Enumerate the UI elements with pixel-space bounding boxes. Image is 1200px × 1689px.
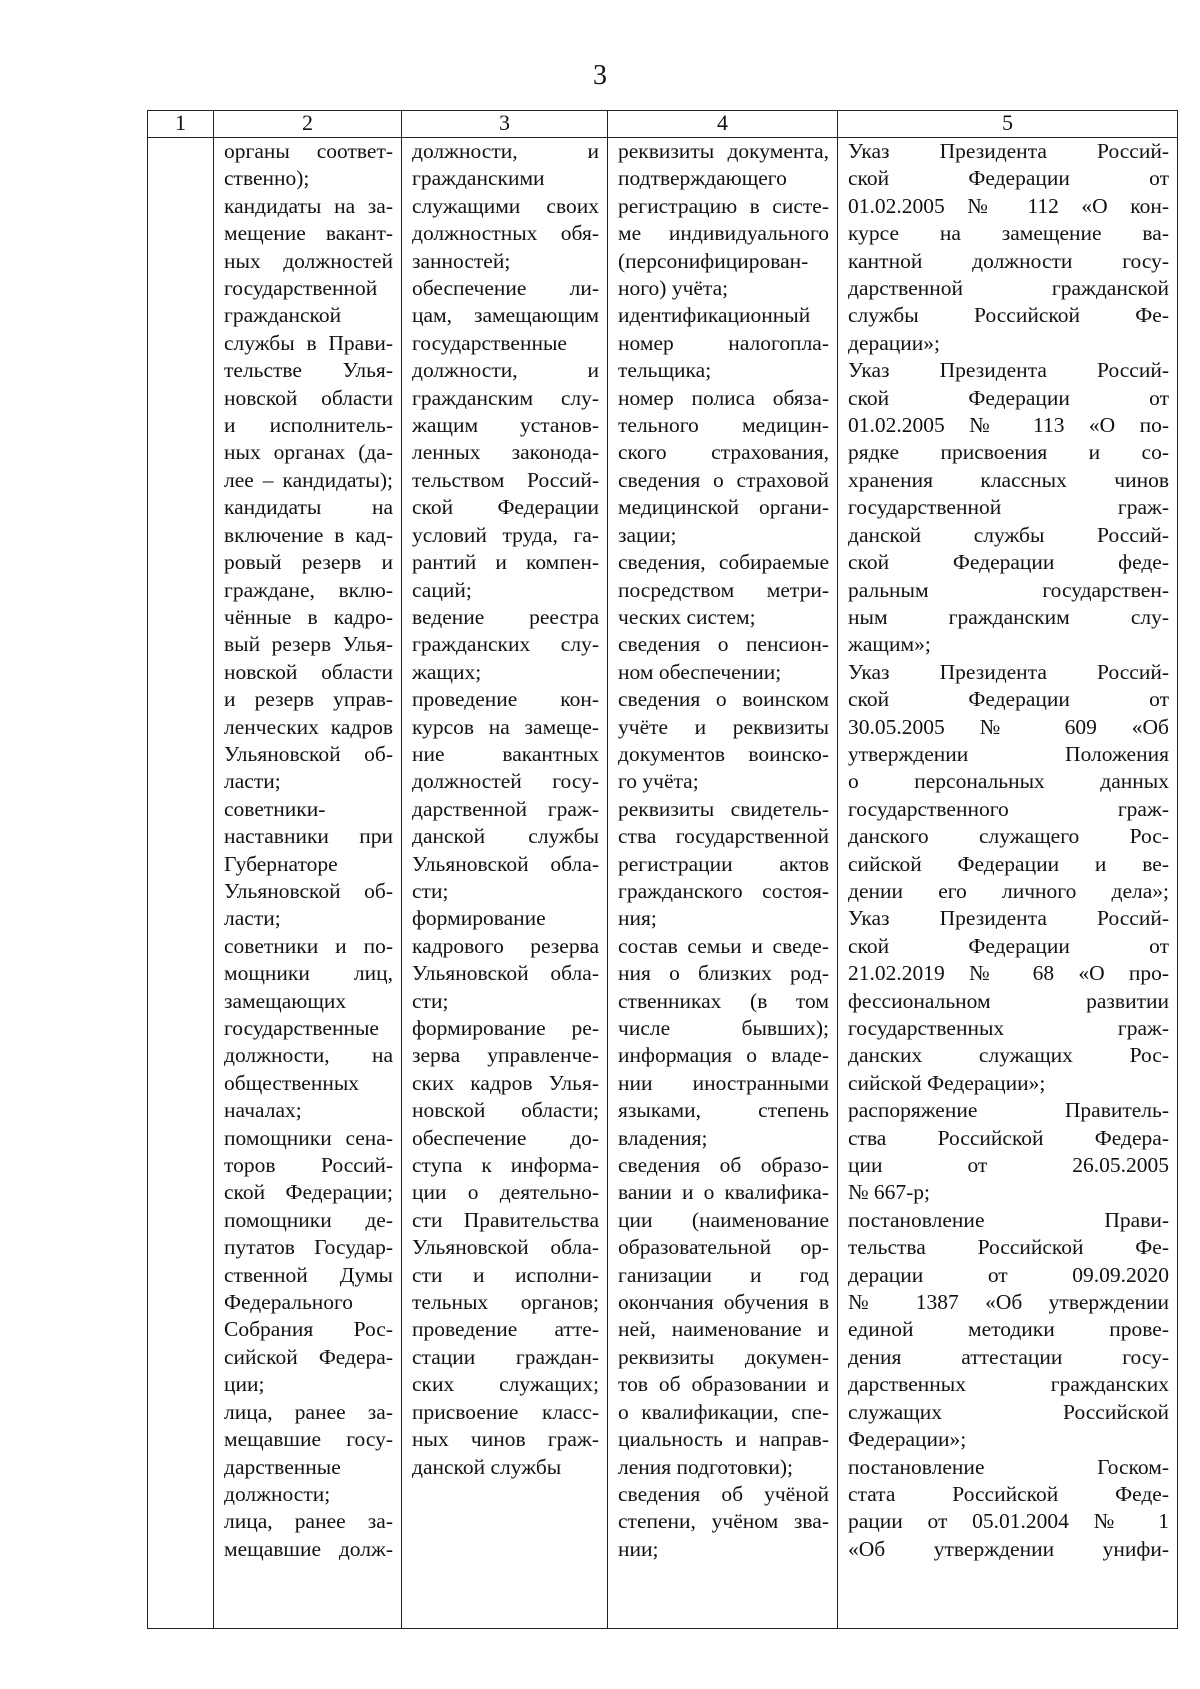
cell-categories — [214, 138, 402, 1629]
text-line: ской Федерации — [412, 495, 599, 520]
text-line: занностей; — [412, 248, 511, 273]
text-line: вании и о квалифика- — [618, 1180, 829, 1205]
text-line: 01.02.2005 № 112 «О кон- — [848, 193, 1169, 218]
text-line: ского страхования, — [618, 440, 829, 465]
text-line: числе бывших); — [618, 1016, 829, 1040]
text-line: ских служащих; — [412, 1372, 599, 1397]
text-line: включение в кад- — [224, 522, 393, 547]
text-line: помощники де- — [224, 1207, 393, 1232]
text-line: распоряжение Правитель- — [848, 1098, 1169, 1123]
text-line: «Об утверждении унифи- — [848, 1536, 1169, 1561]
text-line: стации граждан- — [412, 1344, 599, 1369]
text-line: ведение реестра — [412, 604, 599, 629]
text-line: ней, наименование и — [618, 1317, 829, 1342]
text-line: ных должностей — [224, 248, 393, 273]
text-line: ственно); — [224, 166, 310, 191]
text-line: ции от 26.05.2005 — [848, 1153, 1169, 1178]
text-line: ных органах (да- — [224, 440, 393, 465]
text-line: о персональных данных — [848, 769, 1169, 794]
header-col-4: 4 — [608, 111, 838, 138]
text-line: дарственные — [224, 1454, 341, 1479]
text-line: новской области — [224, 385, 393, 410]
header-col-1: 1 — [148, 111, 214, 138]
text-line: Ульяновской обла- — [412, 851, 599, 876]
text-line: государственные — [412, 330, 567, 355]
text-line: тельного медицин- — [618, 413, 829, 438]
text-line: кандидаты на — [224, 495, 393, 520]
text-line: Ульяновской обла- — [412, 1235, 599, 1260]
text-line: торов Россий- — [224, 1153, 393, 1178]
text-line: Указ Президента Россий- — [848, 358, 1169, 383]
text-line: ленных законода- — [412, 440, 599, 465]
text-line: государственного граж- — [848, 796, 1169, 821]
text-line: ской Федерации от — [848, 687, 1169, 712]
text-line: и резерв управ- — [224, 687, 393, 712]
text-line: службы в Прави- — [224, 330, 393, 355]
text-line: ства государственной — [618, 824, 829, 849]
text-line: сти и исполни- — [412, 1262, 599, 1287]
text-line: ственниках (в том — [618, 988, 829, 1013]
text-line: тельщика; — [618, 358, 712, 383]
text-line: номер полиса обяза- — [618, 385, 829, 410]
text-line: присвоение класс- — [412, 1399, 599, 1424]
text-line: помощники сена- — [224, 1125, 393, 1150]
text-line: дения аттестации госу- — [848, 1344, 1169, 1369]
text-line: утверждении Положения — [848, 741, 1169, 766]
text-line: посредством метри- — [618, 577, 829, 602]
text-line: ния о близких род- — [618, 961, 829, 986]
text-line: должностей госу- — [412, 769, 599, 794]
text-line: Губернаторе — [224, 851, 338, 876]
text-line: ленческих кадров — [224, 714, 393, 739]
text-line: идентификационный — [618, 303, 811, 328]
text-line: органы соответ- — [224, 139, 393, 163]
text-line: ласти; — [224, 906, 281, 931]
text-line: владения; — [618, 1125, 708, 1150]
text-line: Указ Президента Россий- — [848, 659, 1169, 684]
text-line: сийской Федера- — [224, 1344, 393, 1369]
text-line: государственной — [224, 276, 378, 301]
text-line: мещавшие долж- — [224, 1536, 393, 1561]
text-line: службы Российской Фе- — [848, 303, 1169, 328]
text-line: советники и по- — [224, 933, 393, 958]
text-line: дерации»; — [848, 330, 941, 355]
text-line: ного) учёта; — [618, 276, 729, 301]
text-line: обеспечение ли- — [412, 276, 599, 301]
text-line: тельства Российской Фе- — [848, 1235, 1169, 1260]
cell-purposes — [402, 138, 608, 1629]
text-line: номер налогопла- — [618, 330, 829, 355]
text-line: ской Федерации от — [848, 166, 1169, 191]
text-line: тельством Россий- — [412, 467, 599, 492]
text-line: степени, учёном зва- — [618, 1509, 829, 1534]
text-line: реквизиты докумен- — [618, 1344, 829, 1369]
text-line: государственной граж- — [848, 495, 1169, 520]
text-line: сийской Федерации»; — [848, 1070, 1046, 1095]
text-line: кандидаты на за- — [224, 193, 393, 218]
text-line: Собрания Рос- — [224, 1317, 393, 1342]
text-line: саций; — [412, 577, 472, 602]
text-line: ральным государствен- — [848, 577, 1169, 602]
text-line: состав семьи и сведе- — [618, 933, 829, 958]
cell-legal-basis — [838, 138, 1178, 1629]
text-line: условий труда, га- — [412, 522, 599, 547]
text-line: замещающих — [224, 988, 347, 1013]
text-line: новской области; — [412, 1098, 599, 1123]
text-line: ме индивидуального — [618, 221, 829, 246]
text-line: сведения, собираемые — [618, 550, 829, 575]
text-line: ской Федерации; — [224, 1180, 393, 1205]
text-line: граждане, вклю- — [224, 577, 393, 602]
text-line: учёте и реквизиты — [618, 714, 829, 739]
text-line: проведение атте- — [412, 1317, 599, 1342]
text-line: сийской Федерации и ве- — [848, 851, 1169, 876]
text-line: вый резерв Улья- — [224, 632, 393, 657]
text-line: лее – кандидаты); — [224, 467, 393, 492]
text-line: о квалификации, спе- — [618, 1399, 829, 1424]
text-line: единой методики прове- — [848, 1317, 1169, 1342]
text-line: зации; — [618, 522, 677, 547]
text-line: кантной должности госу- — [848, 248, 1169, 273]
text-line: тельных органов; — [412, 1290, 599, 1315]
page-number: 3 — [593, 60, 607, 91]
text-line: наставники при — [224, 824, 393, 849]
text-line: Федерального — [224, 1290, 354, 1315]
text-line: медицинской органи- — [618, 495, 829, 520]
text-line: должности; — [224, 1481, 331, 1506]
text-line: стата Российской Феде- — [848, 1481, 1169, 1506]
text-line: должности, на — [224, 1043, 393, 1068]
text-line: мещение вакант- — [224, 221, 393, 246]
text-line: ступа к информа- — [412, 1153, 599, 1178]
text-line: сведения об образо- — [618, 1153, 829, 1178]
text-line: постановление Госком- — [848, 1454, 1169, 1479]
text-line: ства Российской Федера- — [848, 1125, 1169, 1150]
text-line: путатов Государ- — [224, 1235, 393, 1260]
text-line: ных чинов граж- — [412, 1427, 599, 1452]
text-line: ным гражданским слу- — [848, 604, 1169, 629]
text-line: обеспечение до- — [412, 1125, 599, 1150]
text-line: информация о владе- — [618, 1043, 829, 1068]
text-line: нии; — [618, 1536, 659, 1561]
text-line: образовательной ор- — [618, 1235, 829, 1260]
text-line: курсов на замеще- — [412, 714, 599, 739]
text-line: Указ Президента Россий- — [848, 139, 1169, 163]
text-line: сти; — [412, 878, 449, 903]
text-line: 01.02.2005 № 113 «О по- — [848, 413, 1169, 438]
text-line: гражданской — [224, 303, 342, 328]
text-line: дарственной гражданской — [848, 276, 1169, 301]
text-line: дерации от 09.09.2020 — [848, 1262, 1169, 1287]
text-line: общественных — [224, 1070, 360, 1095]
text-line: сведения о страховой — [618, 467, 829, 492]
text-line: жащим установ- — [412, 413, 599, 438]
text-line: служащими своих — [412, 193, 599, 218]
text-line: ции (наименование — [618, 1207, 829, 1232]
text-line: ласти; — [224, 769, 281, 794]
text-line: постановление Прави- — [848, 1207, 1169, 1232]
text-line: началах; — [224, 1098, 302, 1123]
text-line: данской службы Россий- — [848, 522, 1169, 547]
text-line: нии иностранными — [618, 1070, 829, 1095]
text-line: тельстве Улья- — [224, 358, 393, 383]
text-line: окончания обучения в — [618, 1290, 829, 1315]
text-line: ских кадров Улья- — [412, 1070, 599, 1095]
text-line: № 1387 «Об утверждении — [848, 1290, 1169, 1315]
text-line: государственных граж- — [848, 1016, 1169, 1040]
text-line: данских служащих Рос- — [848, 1043, 1169, 1068]
text-line: регистрации актов — [618, 851, 829, 876]
text-line: ном обеспечении; — [618, 659, 782, 684]
text-line: должности, и — [412, 139, 599, 163]
cell-data-list — [608, 138, 838, 1629]
text-line: данской службы — [412, 1454, 562, 1479]
text-line: проведение кон- — [412, 687, 599, 712]
text-line: жащим»; — [848, 632, 931, 657]
text-line: языками, степень — [618, 1098, 829, 1123]
text-line: ния; — [618, 906, 657, 931]
text-line: дарственной граж- — [412, 796, 599, 821]
text-line: Ульяновской обла- — [412, 961, 599, 986]
text-line: № 667-р; — [848, 1180, 931, 1205]
text-line: тов об образовании и — [618, 1372, 829, 1397]
text-line: ской Федерации феде- — [848, 550, 1169, 575]
text-line: 21.02.2019 № 68 «О про- — [848, 961, 1169, 986]
text-line: ской Федерации от — [848, 385, 1169, 410]
text-line: го учёта; — [618, 769, 699, 794]
text-line: гражданского состоя- — [618, 878, 829, 903]
text-line: ние вакантных — [412, 741, 599, 766]
text-line: должности, и — [412, 358, 599, 383]
header-row — [148, 111, 1178, 138]
text-line: советники- — [224, 796, 326, 821]
text-line: Ульяновской об- — [224, 878, 393, 903]
text-line: фессиональном развитии — [848, 988, 1169, 1013]
text-line: дарственных гражданских — [848, 1372, 1169, 1397]
text-line: лица, ранее за- — [224, 1399, 393, 1424]
text-line: дении его личного дела»; — [848, 878, 1169, 903]
text-line: Ульяновской об- — [224, 741, 393, 766]
text-line: рации от 05.01.2004 № 1 — [848, 1509, 1169, 1534]
text-line: ческих систем; — [618, 604, 756, 629]
text-line: чённые в кадро- — [224, 604, 393, 629]
text-line: формирование ре- — [412, 1016, 599, 1040]
text-line: ции о деятельно- — [412, 1180, 599, 1205]
text-line: ции; — [224, 1372, 265, 1397]
text-line: сти; — [412, 988, 449, 1013]
text-line: должностных обя- — [412, 221, 599, 246]
text-line: цам, замещающим — [412, 303, 599, 328]
text-line: курсе на замещение ва- — [848, 221, 1169, 246]
text-line: реквизиты документа, — [618, 139, 829, 163]
text-line: государственные — [224, 1016, 379, 1040]
text-line: реквизиты свидетель- — [618, 796, 829, 821]
text-line: регистрацию в систе- — [618, 193, 829, 218]
text-line: лица, ранее за- — [224, 1509, 393, 1534]
text-line: зерва управленче- — [412, 1043, 599, 1068]
text-line: документов воинско- — [618, 741, 829, 766]
text-line: сведения о пенсион- — [618, 632, 829, 657]
header-col-5: 5 — [838, 111, 1178, 138]
cell-col-1 — [148, 138, 214, 1629]
text-line: жащих; — [412, 659, 482, 684]
text-line: ления подготовки); — [618, 1454, 793, 1479]
text-line: (персонифицирован- — [618, 248, 809, 273]
text-line: данской службы — [412, 824, 599, 849]
text-line: гражданских слу- — [412, 632, 599, 657]
text-line: сти Правительства — [412, 1207, 599, 1232]
header-col-2: 2 — [214, 111, 402, 138]
text-line: подтверждающего — [618, 166, 787, 191]
header-col-3: 3 — [402, 111, 608, 138]
text-line: гражданскими — [412, 166, 545, 191]
text-line: формирование — [412, 906, 546, 931]
text-line: ровый резерв и — [224, 550, 393, 575]
text-line: новской области — [224, 659, 393, 684]
text-line: мощники лиц, — [224, 961, 393, 986]
text-line: кадрового резерва — [412, 933, 599, 958]
text-line: служащих Российской — [848, 1399, 1169, 1424]
text-line: данского служащего Рос- — [848, 824, 1169, 849]
text-line: рантий и компен- — [412, 550, 599, 575]
text-line: мещавшие госу- — [224, 1427, 393, 1452]
text-line: 30.05.2005 № 609 «Об — [848, 714, 1169, 739]
text-line: Федерации»; — [848, 1427, 967, 1452]
text-line: рядке присвоения и со- — [848, 440, 1169, 465]
text-line: Указ Президента Россий- — [848, 906, 1169, 931]
text-line: и исполнитель- — [224, 413, 393, 438]
text-line: ганизации и год — [618, 1262, 829, 1287]
text-line: ственной Думы — [224, 1262, 393, 1287]
text-line: сведения об учёной — [618, 1481, 829, 1506]
text-line: хранения классных чинов — [848, 467, 1169, 492]
text-line: сведения о воинском — [618, 687, 829, 712]
content-row — [148, 138, 1178, 1629]
text-line: ской Федерации от — [848, 933, 1169, 958]
data-table — [147, 110, 1178, 1629]
text-line: циальность и направ- — [618, 1427, 829, 1452]
text-line: гражданским слу- — [412, 385, 599, 410]
